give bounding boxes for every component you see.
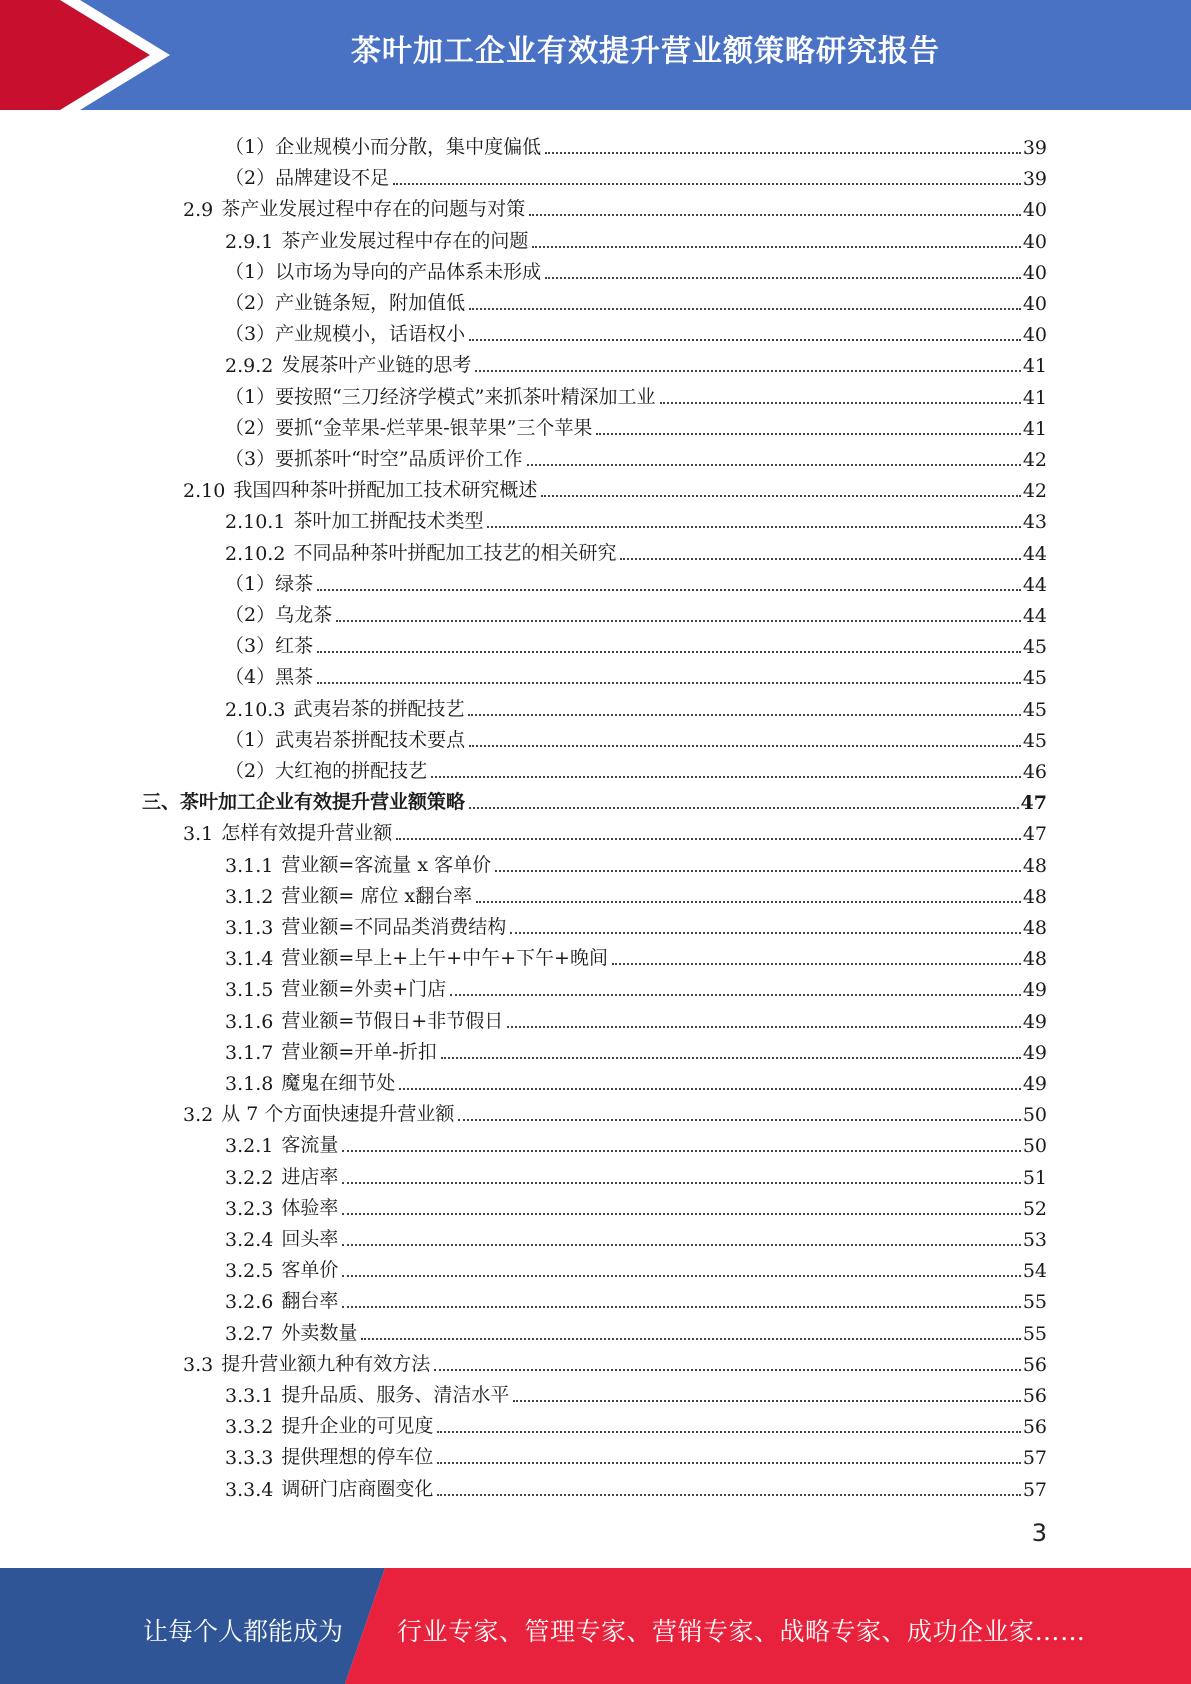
toc-entry-title: 营业额=客流量 x 客单价 (281, 853, 492, 876)
toc-entry-page: 43 (1022, 511, 1047, 534)
toc-entry-page: 57 (1022, 1478, 1047, 1501)
toc-entry[interactable] (225, 534, 1047, 565)
toc-entry-page: 40 (1022, 293, 1047, 315)
toc-entry-number: 2.10 (183, 480, 226, 503)
document-title: 茶叶加工企业有效提升营业额策略研究报告 (351, 34, 940, 69)
toc-entry-page: 40 (1022, 261, 1047, 284)
toc-entry-page: 42 (1022, 449, 1047, 471)
toc-entry-page: 48 (1022, 917, 1047, 939)
toc-entry[interactable] (225, 1314, 1047, 1345)
toc-entry-title: 翻台率 (281, 1290, 339, 1313)
toc-entry-title: 回头率 (281, 1228, 339, 1250)
toc-entry-number: 2.9.1 (225, 230, 274, 253)
toc-entry-title: （1）企业规模小而分散，集中度偏低 (225, 136, 542, 158)
toc-dot-leader (660, 401, 1021, 404)
toc-entry-page: 41 (1022, 355, 1047, 378)
toc-entry[interactable] (225, 846, 1047, 877)
toc-entry-page: 46 (1022, 761, 1047, 783)
toc-entry-number: 3.2.1 (225, 1135, 274, 1158)
toc-dot-leader (441, 1056, 1021, 1059)
toc-entry-title: （1）武夷岩茶拼配技术要点 (225, 728, 466, 751)
toc-dot-leader (342, 1274, 1020, 1277)
footer-slogan-right: 行业专家、管理专家、营销专家、战略专家、成功企业家…… (397, 1617, 1086, 1646)
toc-entry-number: 3.2 (183, 1104, 214, 1127)
toc-entry-title: 营业额=外卖+门店 (281, 978, 447, 1001)
toc-entry-title: （1）以市场为导向的产品体系未形成 (225, 260, 542, 283)
toc-entry-page: 49 (1022, 1041, 1047, 1064)
toc-entry-number: 3.2.7 (225, 1322, 274, 1345)
toc-entry-page: 45 (1022, 729, 1047, 752)
toc-entry-title: （3）红茶 (225, 635, 314, 658)
toc-entry-page: 45 (1022, 667, 1047, 690)
toc-dot-leader (361, 1337, 1020, 1340)
toc-dot-leader (527, 463, 1021, 466)
toc-dot-leader (317, 681, 1021, 684)
toc-entry-title: （1）绿茶 (225, 572, 314, 595)
toc-entry-page: 45 (1022, 636, 1047, 659)
toc-entry-title: （3）产业规模小，话语权小 (225, 323, 466, 346)
toc-entry-page: 41 (1022, 386, 1047, 409)
toc-entry[interactable] (225, 1376, 1047, 1407)
toc-entry[interactable] (225, 877, 1047, 908)
toc-entry-page: 39 (1022, 168, 1047, 191)
toc-entry[interactable] (225, 939, 1047, 970)
toc-entry-title: 从 7 个方面快速提升营业额 (221, 1103, 455, 1126)
toc-entry-number: 3.1 (183, 823, 214, 846)
toc-entry[interactable] (225, 565, 1047, 596)
toc-entry-page: 47 (1020, 792, 1047, 815)
toc-entry-number: 3.1.5 (225, 979, 274, 1002)
toc-entry-page: 57 (1022, 1447, 1047, 1470)
toc-entry-title: 营业额=不同品类消费结构 (281, 916, 507, 938)
toc-dot-leader (510, 931, 1021, 934)
toc-entry[interactable] (183, 814, 1047, 845)
toc-entry[interactable] (225, 752, 1047, 783)
toc-dot-leader (342, 1243, 1020, 1246)
toc-entry[interactable] (225, 1189, 1047, 1220)
toc-entry-number: 3.1.2 (225, 885, 274, 908)
toc-entry[interactable] (225, 315, 1047, 346)
toc-dot-leader (396, 837, 1021, 840)
toc-dot-leader (336, 619, 1021, 622)
toc-entry[interactable] (225, 908, 1047, 939)
toc-entry-page: 40 (1022, 230, 1047, 253)
toc-dot-leader (596, 432, 1020, 435)
toc-entry-page: 45 (1022, 698, 1047, 721)
toc-entry-page: 52 (1022, 1197, 1047, 1220)
toc-entry[interactable] (225, 378, 1047, 409)
toc-entry-page: 56 (1022, 1416, 1047, 1439)
toc-entry-page: 44 (1022, 573, 1047, 596)
toc-entry-page: 54 (1022, 1260, 1047, 1283)
toc-entry-title: （2）乌龙茶 (225, 604, 333, 626)
toc-entry-title: 营业额=早上+上午+中午+下午+晚间 (281, 947, 608, 970)
toc-entry-page: 53 (1022, 1229, 1047, 1251)
toc-dot-leader (434, 1368, 1021, 1371)
toc-entry-number: 3.2.5 (225, 1260, 274, 1283)
toc-entry-title: 调研门店商圈变化 (281, 1477, 434, 1500)
toc-entry-title: （1）要按照“三刀经济学模式”来抓茶叶精深加工业 (225, 385, 656, 408)
toc-entry-title: 三、茶叶加工企业有效提升营业额策略 (142, 791, 466, 814)
toc-entry-number: 3.1.8 (225, 1073, 274, 1095)
toc-dot-leader (431, 775, 1021, 778)
toc-entry-number: 3.2.4 (225, 1229, 274, 1251)
toc-entry-title: 客单价 (281, 1259, 339, 1282)
toc-dot-leader (545, 276, 1021, 279)
toc-entry-title: 提升品质、服务、清洁水平 (281, 1384, 510, 1406)
toc-entry-page: 49 (1022, 979, 1047, 1002)
toc-entry-page: 41 (1022, 417, 1047, 440)
toc-entry-title: 提升营业额九种有效方法 (221, 1352, 431, 1375)
toc-dot-leader (393, 182, 1021, 185)
toc-entry-title: 外卖数量 (281, 1321, 358, 1344)
toc-entry[interactable] (183, 1345, 1047, 1376)
toc-entry-page: 56 (1022, 1385, 1047, 1407)
toc-dot-leader (342, 1181, 1020, 1184)
toc-entry-title: 体验率 (281, 1196, 339, 1219)
toc-entry[interactable] (225, 721, 1047, 752)
toc-entry[interactable] (225, 658, 1047, 689)
toc-entry[interactable] (225, 1126, 1047, 1157)
toc-entry[interactable] (225, 627, 1047, 658)
toc-entry-page: 50 (1022, 1104, 1047, 1127)
toc-dot-leader (458, 1118, 1020, 1121)
toc-entry[interactable] (183, 1095, 1047, 1126)
toc-entry-number: 3.3.4 (225, 1478, 274, 1501)
toc-entry[interactable] (225, 1251, 1047, 1282)
toc-entry-number: 3.3.3 (225, 1447, 274, 1470)
toc-dot-leader (342, 1212, 1020, 1215)
toc-entry-number: 3.1.3 (225, 917, 274, 939)
toc-entry-page: 48 (1022, 885, 1047, 908)
toc-entry[interactable] (225, 1220, 1047, 1251)
toc-dot-leader (469, 744, 1021, 747)
toc-entry[interactable] (225, 1470, 1047, 1501)
toc-entry-title: 提供理想的停车位 (281, 1446, 434, 1469)
toc-dot-leader (487, 525, 1020, 528)
toc-entry-page: 40 (1022, 324, 1047, 347)
toc-entry-page: 44 (1022, 542, 1047, 565)
toc-dot-leader (476, 900, 1021, 903)
toc-entry-number: 3.2.3 (225, 1197, 274, 1220)
toc-dot-leader (437, 1461, 1020, 1464)
toc-dot-leader (620, 557, 1020, 560)
toc-entry[interactable] (225, 128, 1047, 159)
toc-entry-page: 48 (1022, 854, 1047, 877)
toc-entry-title: （2）品牌建设不足 (225, 167, 390, 190)
toc-entry[interactable] (225, 440, 1047, 471)
toc-dot-leader (469, 806, 1019, 809)
toc-entry-title: （2）要抓“金苹果-烂苹果-银苹果”三个苹果 (225, 416, 593, 439)
toc-dot-leader (529, 213, 1021, 216)
toc-entry-title: 茶产业发展过程中存在的问题 (281, 229, 529, 252)
toc-entry[interactable] (225, 284, 1047, 315)
toc-entry[interactable] (225, 159, 1047, 190)
toc-entry[interactable] (183, 190, 1047, 221)
toc-entry-page: 48 (1022, 948, 1047, 971)
toc-entry[interactable] (225, 1282, 1047, 1313)
toc-entry-title: （2）大红袍的拼配技艺 (225, 760, 428, 782)
toc-entry-title: 武夷岩茶的拼配技艺 (293, 697, 465, 720)
toc-entry-title: 客流量 (281, 1134, 339, 1157)
toc-entry[interactable] (183, 471, 1047, 502)
toc-entry-title: 魔鬼在细节处 (281, 1072, 396, 1094)
page-footer (0, 1568, 1191, 1684)
toc-entry-title: 怎样有效提升营业额 (221, 822, 393, 845)
toc-entry-title: 我国四种茶叶拼配加工技术研究概述 (233, 479, 538, 502)
toc-entry[interactable] (225, 1407, 1047, 1438)
toc-dot-leader (399, 1087, 1020, 1090)
footer-slogan-left: 让每个人都能成为 (143, 1617, 344, 1646)
toc-entry-title: 营业额=节假日+非节假日 (281, 1009, 504, 1032)
toc-entry-page: 50 (1022, 1135, 1047, 1158)
toc-dot-leader (469, 338, 1021, 341)
toc-entry[interactable] (225, 1158, 1047, 1189)
toc-dot-leader (541, 494, 1020, 497)
toc-entry-number: 2.9 (183, 199, 214, 222)
toc-entry[interactable] (142, 783, 1047, 814)
toc-entry[interactable] (225, 1002, 1047, 1033)
toc-entry-title: 茶产业发展过程中存在的问题与对策 (221, 198, 526, 221)
toc-entry-title: 不同品种茶叶拼配加工技艺的相关研究 (293, 541, 617, 564)
toc-dot-leader (450, 993, 1021, 996)
toc-dot-leader (612, 962, 1021, 965)
toc-entry[interactable] (225, 409, 1047, 440)
toc-entry-number: 3.2.6 (225, 1291, 274, 1314)
toc-entry-page: 47 (1022, 823, 1047, 846)
toc-entry-page: 56 (1022, 1353, 1047, 1376)
toc-entry[interactable] (225, 596, 1047, 627)
toc-entry-page: 39 (1022, 137, 1047, 159)
toc-entry-number: 3.2.2 (225, 1166, 274, 1189)
toc-entry-number: 2.10.1 (225, 511, 286, 534)
toc-entry[interactable] (225, 346, 1047, 377)
toc-entry-title: 茶叶加工拼配技术类型 (293, 510, 484, 533)
toc-entry-number: 3.3.1 (225, 1385, 274, 1407)
toc-entry-number: 3.3 (183, 1353, 214, 1376)
toc-dot-leader (437, 1493, 1020, 1496)
toc-entry-title: 营业额=开单-折扣 (281, 1040, 437, 1063)
toc-entry-number: 3.1.7 (225, 1041, 274, 1064)
toc-entry-number: 2.10.2 (225, 542, 286, 565)
page-number: 3 (1031, 1519, 1047, 1547)
toc-entry-page: 42 (1022, 480, 1047, 503)
toc-entry-page: 55 (1022, 1322, 1047, 1345)
page-header (0, 0, 1191, 110)
toc-entry-page: 40 (1022, 199, 1047, 222)
toc-entry-title: 进店率 (281, 1165, 339, 1188)
toc-entry-number: 3.1.4 (225, 948, 274, 971)
toc-dot-leader (469, 307, 1021, 310)
toc-entry-title: （3）要抓茶叶“时空”品质评价工作 (225, 448, 523, 470)
toc-entry-title: 营业额= 席位 x翻台率 (281, 884, 473, 907)
toc-dot-leader (342, 1305, 1020, 1308)
toc-entry-title: 提升企业的可见度 (281, 1415, 434, 1438)
toc-entry-page: 51 (1022, 1166, 1047, 1189)
toc-entry-number: 2.9.2 (225, 355, 274, 378)
toc-entry[interactable] (225, 1064, 1047, 1095)
toc-dot-leader (317, 650, 1021, 653)
toc-entry-page: 49 (1022, 1010, 1047, 1033)
toc-entry-title: 发展茶叶产业链的思考 (281, 354, 472, 377)
toc-entry-page: 44 (1022, 605, 1047, 627)
toc-entry[interactable] (225, 502, 1047, 533)
toc-entry-page: 49 (1022, 1073, 1047, 1095)
toc-entry[interactable] (225, 690, 1047, 721)
toc-dot-leader (495, 869, 1021, 872)
toc-entry-number: 3.1.1 (225, 854, 274, 877)
toc-entry-title: （2）产业链条短，附加值低 (225, 292, 466, 314)
toc-entry[interactable] (225, 222, 1047, 253)
toc-dot-leader (342, 1149, 1020, 1152)
toc-entry[interactable] (225, 970, 1047, 1001)
toc-entry[interactable] (225, 1438, 1047, 1469)
toc-dot-leader (317, 588, 1021, 591)
toc-entry-title: （4）黑茶 (225, 666, 314, 689)
toc-dot-leader (507, 1025, 1021, 1028)
toc-entry[interactable] (225, 253, 1047, 284)
toc-dot-leader (545, 151, 1021, 154)
toc-dot-leader (468, 713, 1020, 716)
toc-dot-leader (532, 245, 1020, 248)
toc-entry-page: 55 (1022, 1291, 1047, 1314)
toc-entry-number: 3.1.6 (225, 1010, 274, 1033)
toc-entry-number: 2.10.3 (225, 698, 286, 721)
toc-dot-leader (475, 369, 1020, 372)
toc-dot-leader (437, 1430, 1020, 1433)
toc-entry[interactable] (225, 1033, 1047, 1064)
toc-entry-number: 3.3.2 (225, 1416, 274, 1439)
toc-dot-leader (513, 1399, 1020, 1402)
